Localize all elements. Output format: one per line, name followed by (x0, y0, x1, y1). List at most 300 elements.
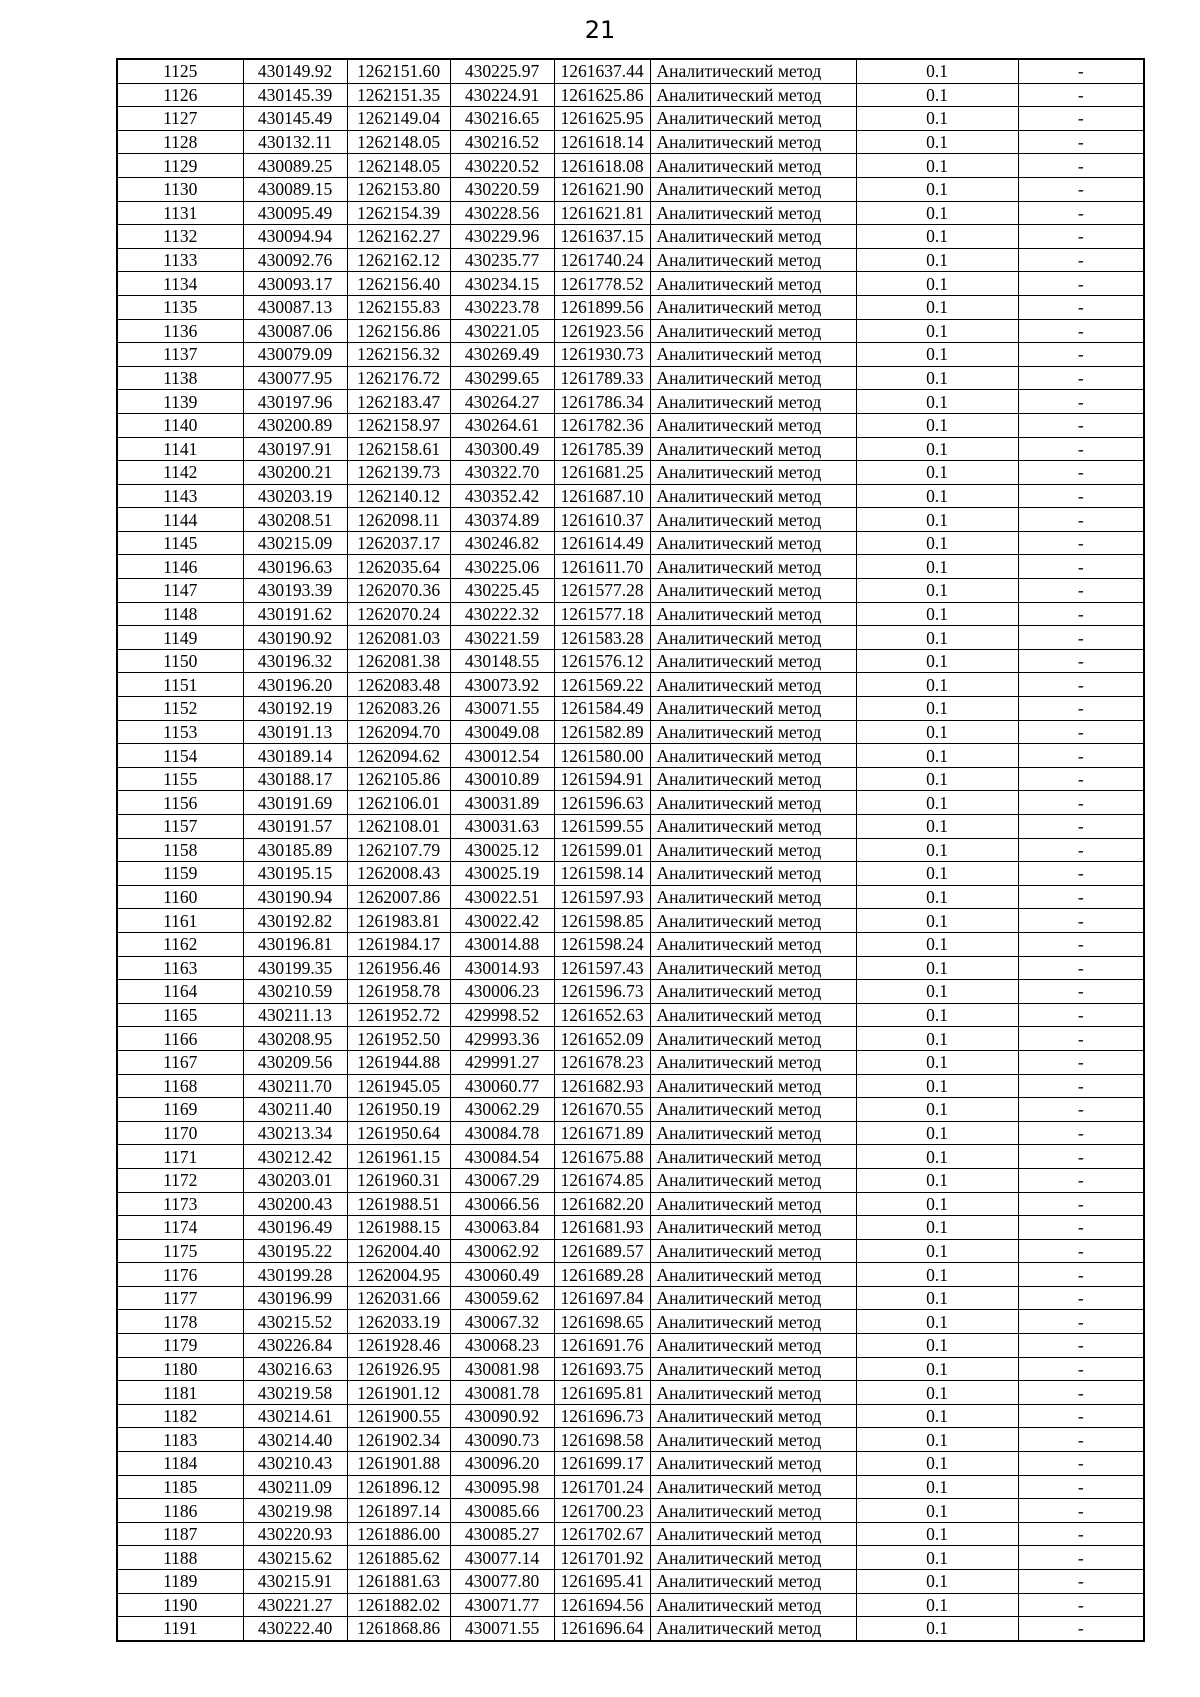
table-row (117, 1145, 1144, 1169)
note-cell: - (1018, 272, 1144, 296)
method-cell: Аналитический метод (650, 1074, 856, 1098)
accuracy-cell: 0.1 (856, 1098, 1018, 1122)
method-cell: Аналитический метод (650, 272, 856, 296)
accuracy-cell: 0.1 (856, 579, 1018, 603)
accuracy-cell: 0.1 (856, 295, 1018, 319)
point-number-cell: 1138 (117, 366, 243, 390)
method-cell: Аналитический метод (650, 885, 856, 909)
note-cell: - (1018, 1192, 1144, 1216)
point-number-cell: 1189 (117, 1570, 243, 1594)
y2-coordinate-cell: 1261576.12 (554, 649, 650, 673)
method-cell: Аналитический метод (650, 1593, 856, 1617)
x1-coordinate-cell: 430191.57 (243, 815, 347, 839)
table-row (117, 649, 1144, 673)
accuracy-cell: 0.1 (856, 767, 1018, 791)
x2-coordinate-cell: 430067.32 (450, 1310, 554, 1334)
note-cell: - (1018, 484, 1144, 508)
accuracy-cell: 0.1 (856, 720, 1018, 744)
accuracy-cell: 0.1 (856, 1593, 1018, 1617)
y2-coordinate-cell: 1261923.56 (554, 319, 650, 343)
point-number-cell: 1141 (117, 437, 243, 461)
method-cell: Аналитический метод (650, 1357, 856, 1381)
method-cell: Аналитический метод (650, 1145, 856, 1169)
accuracy-cell: 0.1 (856, 1475, 1018, 1499)
point-number-cell: 1185 (117, 1475, 243, 1499)
y2-coordinate-cell: 1261687.10 (554, 484, 650, 508)
point-number-cell: 1180 (117, 1357, 243, 1381)
point-number-cell: 1182 (117, 1404, 243, 1428)
note-cell: - (1018, 1617, 1144, 1641)
x1-coordinate-cell: 430226.84 (243, 1334, 347, 1358)
accuracy-cell: 0.1 (856, 531, 1018, 555)
y1-coordinate-cell: 1261928.46 (347, 1334, 450, 1358)
y1-coordinate-cell: 1262183.47 (347, 390, 450, 414)
x1-coordinate-cell: 430196.99 (243, 1286, 347, 1310)
x1-coordinate-cell: 430215.91 (243, 1570, 347, 1594)
x2-coordinate-cell: 430025.12 (450, 838, 554, 862)
x1-coordinate-cell: 430199.28 (243, 1263, 347, 1287)
y1-coordinate-cell: 1262070.36 (347, 579, 450, 603)
method-cell: Аналитический метод (650, 531, 856, 555)
accuracy-cell: 0.1 (856, 225, 1018, 249)
x2-coordinate-cell: 430246.82 (450, 531, 554, 555)
point-number-cell: 1160 (117, 885, 243, 909)
point-number-cell: 1144 (117, 508, 243, 532)
point-number-cell: 1145 (117, 531, 243, 555)
table-row (117, 1027, 1144, 1051)
x1-coordinate-cell: 430149.92 (243, 59, 347, 83)
x1-coordinate-cell: 430214.40 (243, 1428, 347, 1452)
y1-coordinate-cell: 1261960.31 (347, 1168, 450, 1192)
y2-coordinate-cell: 1261786.34 (554, 390, 650, 414)
accuracy-cell: 0.1 (856, 862, 1018, 886)
x1-coordinate-cell: 430190.92 (243, 626, 347, 650)
table-row (117, 555, 1144, 579)
y1-coordinate-cell: 1261956.46 (347, 956, 450, 980)
y1-coordinate-cell: 1262151.35 (347, 83, 450, 107)
table-row (117, 484, 1144, 508)
table-row (117, 602, 1144, 626)
method-cell: Аналитический метод (650, 1475, 856, 1499)
x2-coordinate-cell: 430096.20 (450, 1452, 554, 1476)
table-row (117, 508, 1144, 532)
note-cell: - (1018, 366, 1144, 390)
method-cell: Аналитический метод (650, 1239, 856, 1263)
x1-coordinate-cell: 430192.19 (243, 697, 347, 721)
y2-coordinate-cell: 1261678.23 (554, 1050, 650, 1074)
y1-coordinate-cell: 1262033.19 (347, 1310, 450, 1334)
y2-coordinate-cell: 1261614.49 (554, 531, 650, 555)
note-cell: - (1018, 83, 1144, 107)
table-row (117, 1003, 1144, 1027)
x2-coordinate-cell: 430073.92 (450, 673, 554, 697)
point-number-cell: 1151 (117, 673, 243, 697)
y1-coordinate-cell: 1261897.14 (347, 1499, 450, 1523)
point-number-cell: 1127 (117, 107, 243, 131)
table-row (117, 980, 1144, 1004)
y2-coordinate-cell: 1261689.28 (554, 1263, 650, 1287)
table-row (117, 932, 1144, 956)
x1-coordinate-cell: 430203.01 (243, 1168, 347, 1192)
accuracy-cell: 0.1 (856, 815, 1018, 839)
note-cell: - (1018, 1404, 1144, 1428)
method-cell: Аналитический метод (650, 579, 856, 603)
method-cell: Аналитический метод (650, 319, 856, 343)
accuracy-cell: 0.1 (856, 1168, 1018, 1192)
point-number-cell: 1154 (117, 744, 243, 768)
y1-coordinate-cell: 1262156.86 (347, 319, 450, 343)
table-row (117, 437, 1144, 461)
note-cell: - (1018, 1027, 1144, 1051)
table-row (117, 1050, 1144, 1074)
table-row (117, 1475, 1144, 1499)
x2-coordinate-cell: 430012.54 (450, 744, 554, 768)
y1-coordinate-cell: 1262083.48 (347, 673, 450, 697)
y2-coordinate-cell: 1261682.93 (554, 1074, 650, 1098)
y1-coordinate-cell: 1261988.15 (347, 1216, 450, 1240)
note-cell: - (1018, 1286, 1144, 1310)
accuracy-cell: 0.1 (856, 1074, 1018, 1098)
note-cell: - (1018, 531, 1144, 555)
y2-coordinate-cell: 1261596.63 (554, 791, 650, 815)
method-cell: Аналитический метод (650, 1192, 856, 1216)
y1-coordinate-cell: 1262153.80 (347, 177, 450, 201)
y1-coordinate-cell: 1261886.00 (347, 1522, 450, 1546)
x2-coordinate-cell: 430223.78 (450, 295, 554, 319)
y2-coordinate-cell: 1261610.37 (554, 508, 650, 532)
table-row (117, 154, 1144, 178)
x1-coordinate-cell: 430208.95 (243, 1027, 347, 1051)
method-cell: Аналитический метод (650, 1428, 856, 1452)
table-row (117, 201, 1144, 225)
x2-coordinate-cell: 430066.56 (450, 1192, 554, 1216)
table-row (117, 107, 1144, 131)
point-number-cell: 1146 (117, 555, 243, 579)
table-row (117, 697, 1144, 721)
y1-coordinate-cell: 1262107.79 (347, 838, 450, 862)
point-number-cell: 1170 (117, 1121, 243, 1145)
table-row (117, 1428, 1144, 1452)
x2-coordinate-cell: 430225.45 (450, 579, 554, 603)
note-cell: - (1018, 225, 1144, 249)
table-row (117, 1499, 1144, 1523)
point-number-cell: 1183 (117, 1428, 243, 1452)
y1-coordinate-cell: 1262176.72 (347, 366, 450, 390)
note-cell: - (1018, 1050, 1144, 1074)
x2-coordinate-cell: 429998.52 (450, 1003, 554, 1027)
y1-coordinate-cell: 1262158.97 (347, 413, 450, 437)
accuracy-cell: 0.1 (856, 83, 1018, 107)
y2-coordinate-cell: 1261699.17 (554, 1452, 650, 1476)
point-number-cell: 1149 (117, 626, 243, 650)
y1-coordinate-cell: 1261944.88 (347, 1050, 450, 1074)
y2-coordinate-cell: 1261785.39 (554, 437, 650, 461)
x2-coordinate-cell: 430235.77 (450, 248, 554, 272)
accuracy-cell: 0.1 (856, 1192, 1018, 1216)
x1-coordinate-cell: 430209.56 (243, 1050, 347, 1074)
method-cell: Аналитический метод (650, 1381, 856, 1405)
point-number-cell: 1142 (117, 461, 243, 485)
accuracy-cell: 0.1 (856, 484, 1018, 508)
method-cell: Аналитический метод (650, 154, 856, 178)
note-cell: - (1018, 107, 1144, 131)
accuracy-cell: 0.1 (856, 154, 1018, 178)
accuracy-cell: 0.1 (856, 1334, 1018, 1358)
y1-coordinate-cell: 1262081.03 (347, 626, 450, 650)
note-cell: - (1018, 602, 1144, 626)
y1-coordinate-cell: 1262158.61 (347, 437, 450, 461)
y1-coordinate-cell: 1261882.02 (347, 1593, 450, 1617)
x1-coordinate-cell: 430210.59 (243, 980, 347, 1004)
accuracy-cell: 0.1 (856, 932, 1018, 956)
y2-coordinate-cell: 1261652.63 (554, 1003, 650, 1027)
table-row (117, 295, 1144, 319)
y1-coordinate-cell: 1261945.05 (347, 1074, 450, 1098)
point-number-cell: 1147 (117, 579, 243, 603)
x2-coordinate-cell: 430022.51 (450, 885, 554, 909)
note-cell: - (1018, 1074, 1144, 1098)
y2-coordinate-cell: 1261681.25 (554, 461, 650, 485)
point-number-cell: 1129 (117, 154, 243, 178)
y2-coordinate-cell: 1261675.88 (554, 1145, 650, 1169)
table-row (117, 1239, 1144, 1263)
point-number-cell: 1137 (117, 343, 243, 367)
y1-coordinate-cell: 1262108.01 (347, 815, 450, 839)
y1-coordinate-cell: 1262070.24 (347, 602, 450, 626)
method-cell: Аналитический метод (650, 649, 856, 673)
table-row (117, 791, 1144, 815)
method-cell: Аналитический метод (650, 484, 856, 508)
x2-coordinate-cell: 430071.77 (450, 1593, 554, 1617)
method-cell: Аналитический метод (650, 59, 856, 83)
y1-coordinate-cell: 1261950.19 (347, 1098, 450, 1122)
y2-coordinate-cell: 1261637.15 (554, 225, 650, 249)
method-cell: Аналитический метод (650, 956, 856, 980)
method-cell: Аналитический метод (650, 1546, 856, 1570)
method-cell: Аналитический метод (650, 932, 856, 956)
point-number-cell: 1188 (117, 1546, 243, 1570)
y2-coordinate-cell: 1261695.41 (554, 1570, 650, 1594)
point-number-cell: 1132 (117, 225, 243, 249)
x2-coordinate-cell: 430148.55 (450, 649, 554, 673)
method-cell: Аналитический метод (650, 744, 856, 768)
note-cell: - (1018, 154, 1144, 178)
method-cell: Аналитический метод (650, 815, 856, 839)
note-cell: - (1018, 1216, 1144, 1240)
x1-coordinate-cell: 430191.62 (243, 602, 347, 626)
accuracy-cell: 0.1 (856, 177, 1018, 201)
y2-coordinate-cell: 1261598.85 (554, 909, 650, 933)
y1-coordinate-cell: 1261901.12 (347, 1381, 450, 1405)
x1-coordinate-cell: 430185.89 (243, 838, 347, 862)
accuracy-cell: 0.1 (856, 1216, 1018, 1240)
x2-coordinate-cell: 430264.61 (450, 413, 554, 437)
point-number-cell: 1178 (117, 1310, 243, 1334)
note-cell: - (1018, 201, 1144, 225)
note-cell: - (1018, 1121, 1144, 1145)
note-cell: - (1018, 248, 1144, 272)
y1-coordinate-cell: 1262105.86 (347, 767, 450, 791)
y1-coordinate-cell: 1262083.26 (347, 697, 450, 721)
note-cell: - (1018, 980, 1144, 1004)
note-cell: - (1018, 130, 1144, 154)
y1-coordinate-cell: 1262148.05 (347, 154, 450, 178)
table-row (117, 956, 1144, 980)
x2-coordinate-cell: 430014.93 (450, 956, 554, 980)
accuracy-cell: 0.1 (856, 248, 1018, 272)
x2-coordinate-cell: 430085.27 (450, 1522, 554, 1546)
x1-coordinate-cell: 430197.91 (243, 437, 347, 461)
table-row (117, 1168, 1144, 1192)
table-row (117, 1121, 1144, 1145)
table-body (117, 59, 1144, 1641)
x1-coordinate-cell: 430220.93 (243, 1522, 347, 1546)
x2-coordinate-cell: 430220.52 (450, 154, 554, 178)
x1-coordinate-cell: 430203.19 (243, 484, 347, 508)
point-number-cell: 1163 (117, 956, 243, 980)
y2-coordinate-cell: 1261740.24 (554, 248, 650, 272)
x2-coordinate-cell: 430031.89 (450, 791, 554, 815)
y2-coordinate-cell: 1261899.56 (554, 295, 650, 319)
method-cell: Аналитический метод (650, 980, 856, 1004)
note-cell: - (1018, 885, 1144, 909)
point-number-cell: 1173 (117, 1192, 243, 1216)
note-cell: - (1018, 1499, 1144, 1523)
table-row (117, 862, 1144, 886)
x1-coordinate-cell: 430200.43 (243, 1192, 347, 1216)
table-row (117, 461, 1144, 485)
note-cell: - (1018, 508, 1144, 532)
method-cell: Аналитический метод (650, 107, 856, 131)
method-cell: Аналитический метод (650, 1286, 856, 1310)
method-cell: Аналитический метод (650, 555, 856, 579)
y1-coordinate-cell: 1262106.01 (347, 791, 450, 815)
x1-coordinate-cell: 430208.51 (243, 508, 347, 532)
note-cell: - (1018, 1310, 1144, 1334)
x2-coordinate-cell: 430229.96 (450, 225, 554, 249)
note-cell: - (1018, 791, 1144, 815)
y2-coordinate-cell: 1261696.64 (554, 1617, 650, 1641)
method-cell: Аналитический метод (650, 225, 856, 249)
x1-coordinate-cell: 430089.25 (243, 154, 347, 178)
table-row (117, 366, 1144, 390)
note-cell: - (1018, 319, 1144, 343)
y2-coordinate-cell: 1261778.52 (554, 272, 650, 296)
table-row (117, 626, 1144, 650)
y1-coordinate-cell: 1262156.32 (347, 343, 450, 367)
method-cell: Аналитический метод (650, 1216, 856, 1240)
table-row (117, 1192, 1144, 1216)
note-cell: - (1018, 909, 1144, 933)
table-row (117, 1381, 1144, 1405)
x2-coordinate-cell: 430269.49 (450, 343, 554, 367)
table-row (117, 272, 1144, 296)
x2-coordinate-cell: 430062.92 (450, 1239, 554, 1263)
y2-coordinate-cell: 1261698.65 (554, 1310, 650, 1334)
x1-coordinate-cell: 430189.14 (243, 744, 347, 768)
y1-coordinate-cell: 1261988.51 (347, 1192, 450, 1216)
y2-coordinate-cell: 1261625.95 (554, 107, 650, 131)
x1-coordinate-cell: 430092.76 (243, 248, 347, 272)
accuracy-cell: 0.1 (856, 1310, 1018, 1334)
table-row (117, 1334, 1144, 1358)
x1-coordinate-cell: 430191.13 (243, 720, 347, 744)
y2-coordinate-cell: 1261618.14 (554, 130, 650, 154)
note-cell: - (1018, 1098, 1144, 1122)
x2-coordinate-cell: 430228.56 (450, 201, 554, 225)
table-row (117, 225, 1144, 249)
table-row (117, 1357, 1144, 1381)
y1-coordinate-cell: 1261952.72 (347, 1003, 450, 1027)
x2-coordinate-cell: 430022.42 (450, 909, 554, 933)
method-cell: Аналитический метод (650, 909, 856, 933)
accuracy-cell: 0.1 (856, 1357, 1018, 1381)
accuracy-cell: 0.1 (856, 1286, 1018, 1310)
y2-coordinate-cell: 1261583.28 (554, 626, 650, 650)
method-cell: Аналитический метод (650, 130, 856, 154)
point-number-cell: 1190 (117, 1593, 243, 1617)
x1-coordinate-cell: 430222.40 (243, 1617, 347, 1641)
point-number-cell: 1159 (117, 862, 243, 886)
point-number-cell: 1177 (117, 1286, 243, 1310)
table-row (117, 390, 1144, 414)
x2-coordinate-cell: 429991.27 (450, 1050, 554, 1074)
x1-coordinate-cell: 430079.09 (243, 343, 347, 367)
x1-coordinate-cell: 430211.40 (243, 1098, 347, 1122)
point-number-cell: 1126 (117, 83, 243, 107)
x1-coordinate-cell: 430077.95 (243, 366, 347, 390)
x1-coordinate-cell: 430196.32 (243, 649, 347, 673)
point-number-cell: 1150 (117, 649, 243, 673)
y1-coordinate-cell: 1262156.40 (347, 272, 450, 296)
method-cell: Аналитический метод (650, 83, 856, 107)
y1-coordinate-cell: 1261983.81 (347, 909, 450, 933)
table-row (117, 767, 1144, 791)
x2-coordinate-cell: 430322.70 (450, 461, 554, 485)
x2-coordinate-cell: 430352.42 (450, 484, 554, 508)
x2-coordinate-cell: 430077.80 (450, 1570, 554, 1594)
note-cell: - (1018, 673, 1144, 697)
x2-coordinate-cell: 430216.52 (450, 130, 554, 154)
y2-coordinate-cell: 1261618.08 (554, 154, 650, 178)
x1-coordinate-cell: 430190.94 (243, 885, 347, 909)
point-number-cell: 1172 (117, 1168, 243, 1192)
note-cell: - (1018, 59, 1144, 83)
x2-coordinate-cell: 430085.66 (450, 1499, 554, 1523)
accuracy-cell: 0.1 (856, 201, 1018, 225)
x1-coordinate-cell: 430193.39 (243, 579, 347, 603)
accuracy-cell: 0.1 (856, 1499, 1018, 1523)
accuracy-cell: 0.1 (856, 366, 1018, 390)
x2-coordinate-cell: 430025.19 (450, 862, 554, 886)
table-row (117, 177, 1144, 201)
x1-coordinate-cell: 430145.49 (243, 107, 347, 131)
accuracy-cell: 0.1 (856, 319, 1018, 343)
x2-coordinate-cell: 430062.29 (450, 1098, 554, 1122)
note-cell: - (1018, 815, 1144, 839)
x2-coordinate-cell: 430264.27 (450, 390, 554, 414)
x1-coordinate-cell: 430195.22 (243, 1239, 347, 1263)
x2-coordinate-cell: 430095.98 (450, 1475, 554, 1499)
y1-coordinate-cell: 1262155.83 (347, 295, 450, 319)
y2-coordinate-cell: 1261700.23 (554, 1499, 650, 1523)
x2-coordinate-cell: 430222.32 (450, 602, 554, 626)
y2-coordinate-cell: 1261577.18 (554, 602, 650, 626)
x1-coordinate-cell: 430197.96 (243, 390, 347, 414)
y2-coordinate-cell: 1261930.73 (554, 343, 650, 367)
point-number-cell: 1181 (117, 1381, 243, 1405)
point-number-cell: 1175 (117, 1239, 243, 1263)
